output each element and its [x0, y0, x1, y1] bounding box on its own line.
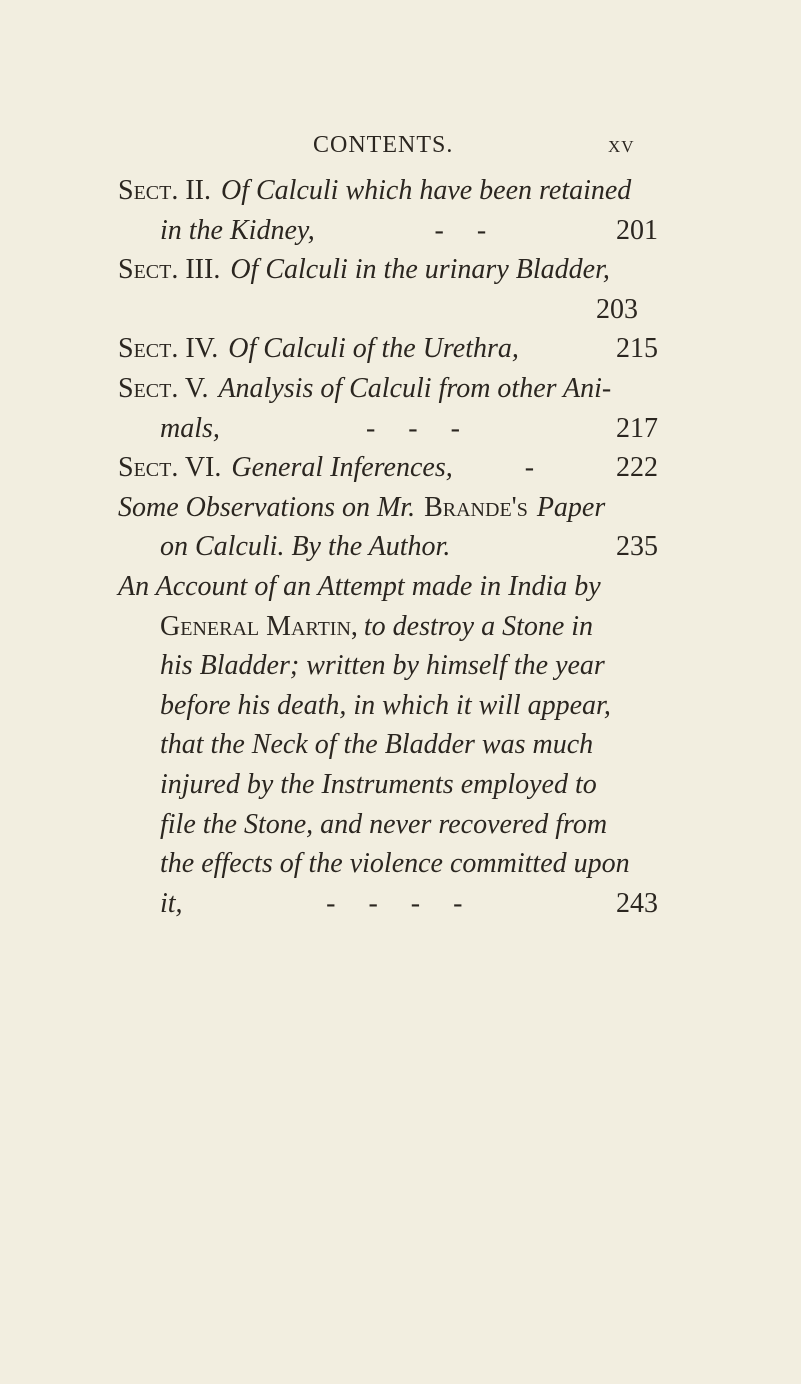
dot-leader: - -: [434, 214, 489, 246]
toc-entry-account-line-2: [118, 607, 658, 647]
entry-title-end: Paper: [536, 491, 606, 523]
entry-title: Of Calculi which have been retained: [221, 175, 632, 206]
entry-title-continued: file the Stone, and never recovered from: [160, 808, 608, 840]
toc-entry-account-line-7: [118, 805, 658, 845]
entry-title-continued: injured by the Instruments employed to: [160, 768, 597, 800]
entry-title: General Inferences,: [231, 452, 453, 484]
toc-entry-sect-6: [118, 448, 658, 488]
section-label: Sect. VI.: [118, 452, 222, 484]
toc-entry-sect-5-continued: [118, 409, 658, 449]
toc-entry-account-line-3: [118, 646, 658, 686]
toc-entry-account-line-5: [118, 725, 658, 765]
toc-entry-sect-3-page-line: [118, 290, 658, 330]
entry-title-continued: his Bladder; written by himself the year: [160, 650, 605, 682]
entry-page-number: 222: [616, 452, 658, 484]
entry-page-number: 203: [596, 293, 638, 325]
section-label: Sect. II.: [118, 175, 211, 206]
dot-leader: - - -: [365, 412, 462, 444]
toc-entry-observations: [118, 488, 658, 528]
toc-entry-sect-4: [118, 329, 658, 369]
toc-entry-sect-3: [118, 250, 658, 290]
entry-page-number: 217: [616, 412, 658, 444]
toc-entry-sect-5: [118, 369, 658, 409]
entry-title: An Account of an Attempt made in India by: [118, 570, 601, 602]
entry-title-continued: in the Kidney,: [160, 214, 315, 246]
entry-title-continued: that the Neck of the Bladder was much: [160, 729, 594, 761]
entry-title: Of Calculi in the urinary Bladder,: [230, 254, 610, 286]
toc-entry-account-line-9: [118, 884, 658, 924]
entry-title-continued: on Calculi. By the Author.: [160, 531, 451, 563]
entry-title-continued: the effects of the violence committed upon: [160, 848, 630, 880]
toc-entry-sect-2: [118, 171, 658, 211]
table-of-contents: [118, 171, 658, 923]
section-label: Sect. V.: [118, 372, 209, 404]
toc-entry-account: [118, 567, 658, 607]
entry-page-number: 215: [616, 333, 658, 365]
toc-entry-account-line-6: [118, 765, 658, 805]
running-title: CONTENTS.: [313, 132, 454, 158]
entry-title-person-name: General Martin,: [160, 610, 358, 642]
entry-title-continued: before his death, in which it will appear,: [160, 689, 611, 721]
entry-title-continued: to destroy a Stone in: [363, 610, 594, 642]
entry-title-continued: it,: [160, 887, 183, 919]
toc-entry-observations-continued: [118, 527, 658, 567]
toc-entry-account-line-4: [118, 686, 658, 726]
entry-title: Analysis of Calculi from other Ani-: [218, 372, 612, 404]
page-header: [0, 132, 801, 168]
entry-page-number: 235: [616, 531, 658, 563]
entry-title-author-name: Brande's: [424, 491, 528, 523]
section-label: Sect. III.: [118, 254, 221, 286]
section-label: Sect. IV.: [118, 333, 219, 365]
toc-entry-sect-2-continued: [118, 211, 658, 251]
dot-leader: - - - -: [326, 887, 465, 919]
dot-leader: -: [524, 452, 537, 484]
page-number: xv: [608, 132, 635, 158]
entry-title-continued: mals,: [160, 412, 220, 444]
entry-page-number: 201: [616, 214, 658, 246]
entry-page-number: 243: [616, 887, 658, 919]
entry-title: Some Observations on Mr.: [118, 491, 416, 523]
toc-entry-account-line-8: [118, 844, 658, 884]
entry-title: Of Calculi of the Urethra,: [228, 333, 519, 365]
